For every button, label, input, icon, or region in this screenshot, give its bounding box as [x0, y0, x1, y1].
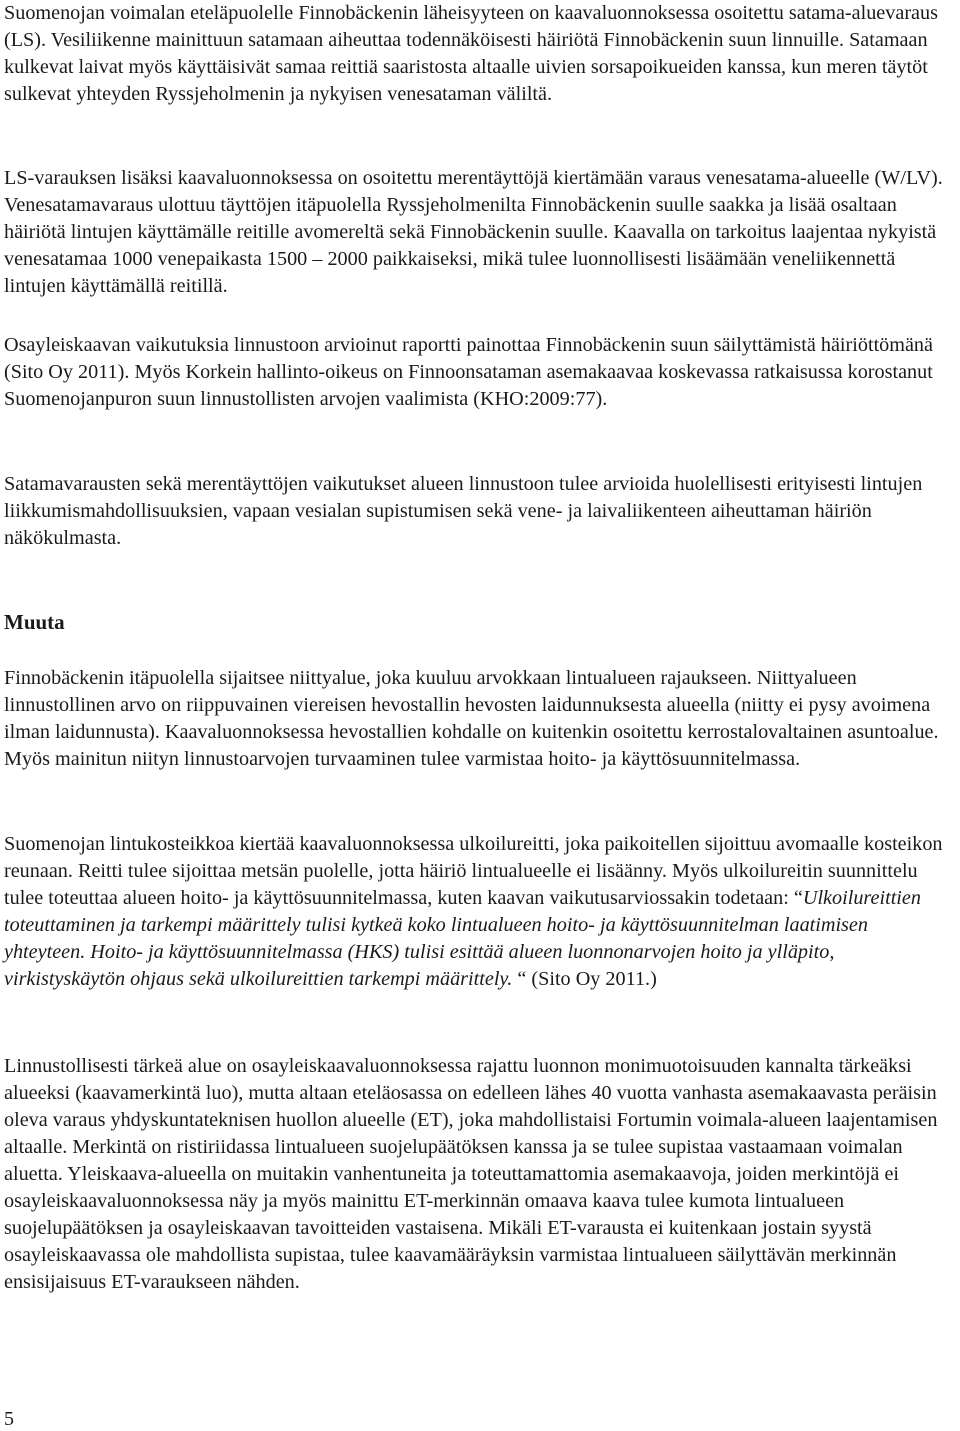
paragraph-raportti: Osayleiskaavan vaikutuksia linnustoon arvioinut raportti painottaa Finnobäckenin suun säilyttämistä häiriöttömänä (Sito Oy 2011). Myös Korkein hallinto-oikeus on Finnoonsataman asemakaavaa koskevassa ratkaisussa korostanut Suomenojanpuron suun linnustollisten arvojen vaalimista (KHO:2009:77). [4, 334, 933, 410]
quoted-text: Ulkoilureittien toteuttaminen ja tarkempi määrittely tulisi kytkeä koko lintualueen hoito- ja käyttösuunnitelman laatimisen yhteyteen. Hoito- ja käyttösuunnitelmassa (HKS) tulisi esittää alueen luonnonarvojen hoito ja ylläpito, virkistyskäytön ohjaus sekä ulkoilureittien tarkempi määrittely. [4, 887, 921, 990]
paragraph-ls-satama: Suomenojan voimalan eteläpuolelle Finnobäckenin läheisyyteen on kaavaluonnoksessa osoitettu satama-aluevaraus (LS). Vesiliikenne mainittuun satamaan aiheuttaa todennäköisesti häiriötä Finnobäckenin suun linnuille. Satamaan kulkevat laivat myös käyttäisivät samaa reittiä saaristosta altaalle uivien sorsapoikueiden kanssa, kun meren täytöt sulkevat yhteyden Ryssjeholmenin ja nykyisen venesataman väliltä. [4, 2, 938, 105]
ulkoilureitti-lead-text: Suomenojan lintukosteikkoa kiertää kaavaluonnoksessa ulkoilureitti, joka paikoitellen sijoittuu avomaalle kosteikon reunaan. Reitti tulee sijoittaa metsän puolelle, jotta häiriö lintualueelle ei lisäänny. Myös ulkoilureitin suunnittelu tulee toteuttaa alueen hoito- ja käyttösuunnitelmassa, kuten kaavan vaikutusarviossakin todetaan: “ [4, 833, 943, 909]
paragraph-vaikutukset: Satamavarausten sekä merentäyttöjen vaikutukset alueen linnustoon tulee arvioida huolellisesti erityisesti lintujen liikkumismahdollisuuksien, vapaan vesialan supistumisen sekä vene- ja laivaliikenteen aiheuttaman häiriön näkökulmasta. [4, 473, 923, 549]
paragraph-venesatama: LS-varauksen lisäksi kaavaluonnoksessa on osoitettu merentäyttöjä kiertämään varaus venesatama-alueelle (W/LV). Venesatamavaraus ulottuu täyttöjen itäpuolella Ryssjeholmenilta Finnobäckenin suulle saakka ja lisää osaltaan häiriötä lintujen käyttämälle reitille avomereltä sekä Finnobäckenin suulle. Kaavalla on tarkoitus laajentaa nykyistä venesatamaa 1000 venepaikasta 1500 – 2000 paikkaiseksi, mikä tulee luonnollisesti lisäämään veneliikennettä lintujen käyttämällä reitillä. [4, 167, 943, 297]
section-heading-muuta: Muuta [4, 610, 65, 634]
paragraph-ulkoilureitti [4, 831, 954, 993]
paragraph-et-varaus: Linnustollisesti tärkeä alue on osayleiskaavaluonnoksessa rajattu luonnon monimuotoisuuden kannalta tärkeäksi alueeksi (kaavamerkintä luo), mutta altaan eteläosassa on edelleen lähes 40 vuotta vanhasta asemakaavasta peräisin oleva varaus yhdyskuntateknisen huollon alueelle (ET), joka mahdollistaisi Fortumin voimala-alueen laajentamisen altaalle. Merkintä on ristiriidassa lintualueen suojelupäätöksen kanssa ja se tulee supistaa vastaamaan voimalan aluetta. Yleiskaava-alueella on muitakin vanhentuneita ja toteuttamattomia asemakaavoja, joiden merkintöjä ei osayleiskaavaluonnoksessa näy ja myös mainittu ET-merkinnän omaava kaava tulee kumota lintualueen suojelupäätöksen ja osayleiskaavan tavoitteiden vastaisena. Mikäli ET-varausta ei kuitenkaan jostain syystä osayleiskaavassa ole mahdollista supistaa, tulee kaavamääräyksin varmistaa lintualueen säilyttävän merkinnän ensisijaisuus ET-varaukseen nähden. [4, 1055, 938, 1293]
paragraph-niittyalue: Finnobäckenin itäpuolella sijaitsee niittyalue, joka kuuluu arvokkaan lintualueen rajaukseen. Niittyalueen linnustollinen arvo on riippuvainen viereisen hevostallin hevosten laidunnuksesta alueella (niitty ei pysy avoimena ilman laidunnusta). Kaavaluonnoksessa hevostallien kohdalle on kuitenkin osoitettu kerrostalovaltainen asuntoalue. Myös mainitun niityn linnustoarvojen turvaaminen tulee varmistaa hoito- ja käyttösuunnitelmassa. [4, 667, 939, 770]
citation-text: “ (Sito Oy 2011.) [512, 968, 657, 990]
page-number: 5 [4, 1408, 14, 1430]
